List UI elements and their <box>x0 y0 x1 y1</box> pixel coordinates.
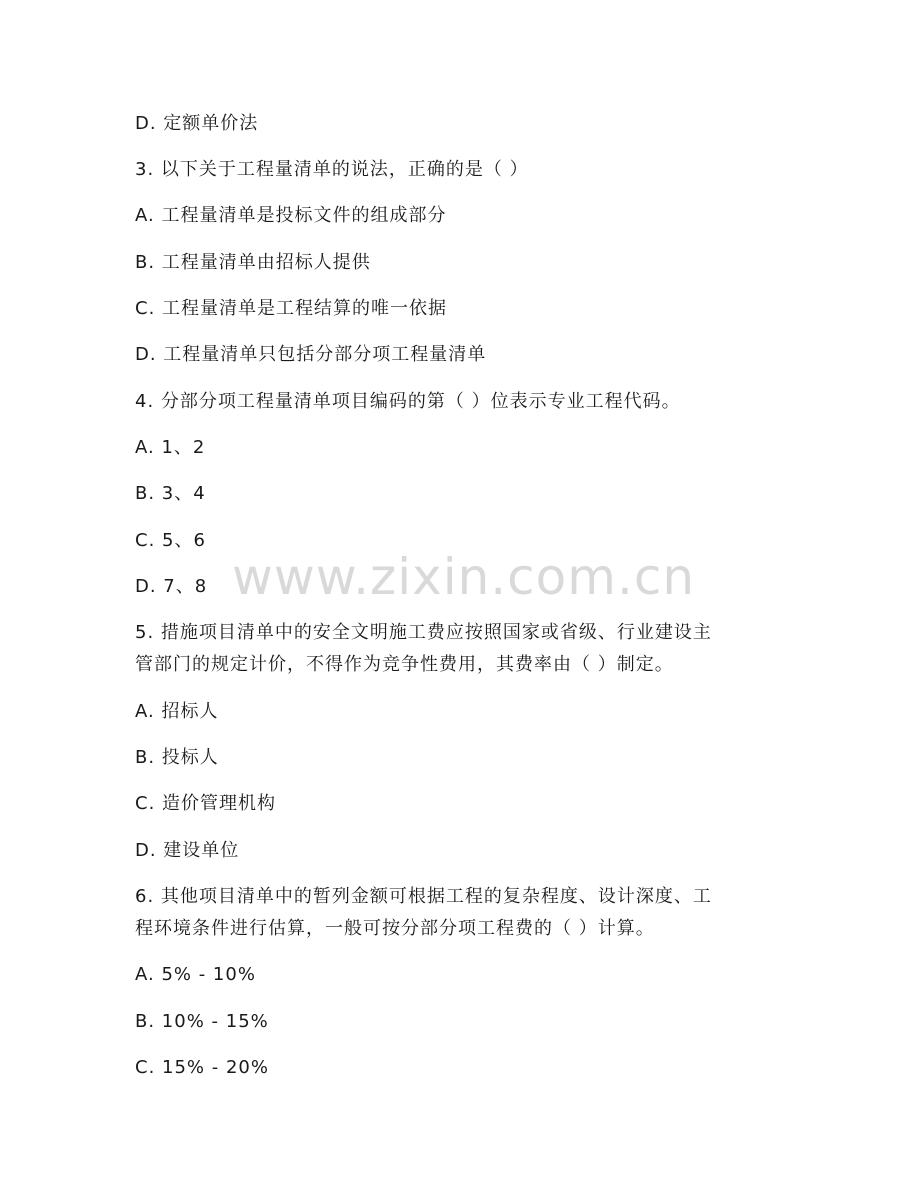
question-3: 3. 以下关于工程量清单的说法，正确的是（ ） <box>135 159 529 180</box>
option-c-q3: C. 工程量清单是工程结算的唯一依据 <box>135 298 448 319</box>
question-4: 4. 分部分项工程量清单项目编码的第（ ）位表示专业工程代码。 <box>135 391 681 412</box>
option-b-q3: B. 工程量清单由招标人提供 <box>135 252 371 273</box>
option-d-q4: D. 7、8 <box>135 576 208 597</box>
option-b-q6: B. 10% - 15% <box>135 1011 269 1032</box>
option-c-q6: C. 15% - 20% <box>135 1057 269 1078</box>
option-a-q4: A. 1、2 <box>135 437 206 458</box>
option-a-q6: A. 5% - 10% <box>135 964 256 985</box>
option-c-q5: C. 造价管理机构 <box>135 793 277 814</box>
option-a-q3: A. 工程量清单是投标文件的组成部分 <box>135 205 447 226</box>
option-c-q4: C. 5、6 <box>135 530 206 551</box>
question-5-line-2: 管部门的规定计价，不得作为竞争性费用，其费率由（ ）制定。 <box>135 654 674 675</box>
option-b-q5: B. 投标人 <box>135 747 219 768</box>
option-d-q5: D. 建设单位 <box>135 840 240 861</box>
question-5-line-1: 5. 措施项目清单中的安全文明施工费应按照国家或省级、行业建设主 <box>135 622 712 643</box>
watermark: www.zixin.com.cn <box>232 548 696 606</box>
option-a-q5: A. 招标人 <box>135 701 219 722</box>
option-b-q4: B. 3、4 <box>135 483 206 504</box>
option-d-q3: D. 工程量清单只包括分部分项工程量清单 <box>135 344 487 365</box>
question-6-line-2: 程环境条件进行估算，一般可按分部分项工程费的（ ）计算。 <box>135 918 655 939</box>
option-d-q2: D. 定额单价法 <box>135 113 259 134</box>
question-6-line-1: 6. 其他项目清单中的暂列金额可根据工程的复杂程度、设计深度、工 <box>135 886 712 907</box>
